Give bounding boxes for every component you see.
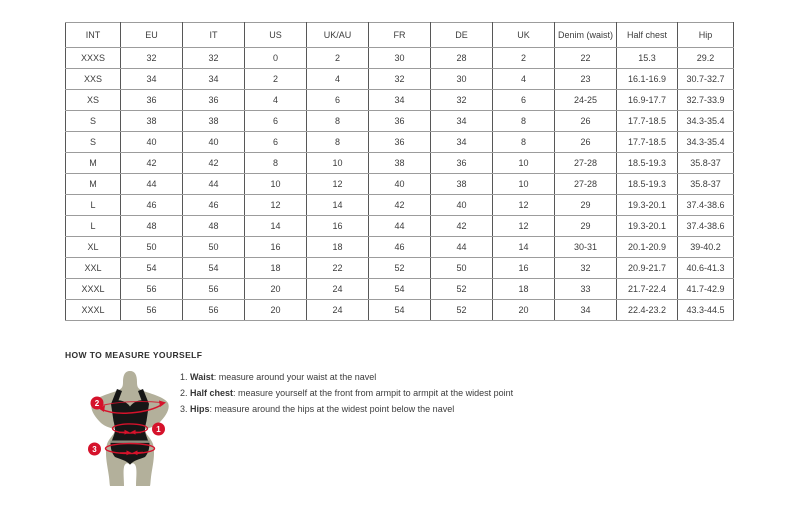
table-cell: 10 (493, 174, 555, 195)
column-header: IT (183, 23, 245, 48)
table-cell: 35.8-37 (678, 174, 734, 195)
table-cell: 36 (183, 90, 245, 111)
table-cell: 34 (431, 132, 493, 153)
step-number: 2. (180, 388, 188, 398)
table-cell: 6 (245, 111, 307, 132)
table-cell: 32 (431, 90, 493, 111)
table-cell: 2 (245, 69, 307, 90)
table-cell: 14 (307, 195, 369, 216)
table-cell: 10 (493, 153, 555, 174)
table-cell: 20 (245, 300, 307, 321)
step-label: Waist (190, 372, 214, 382)
column-header: INT (66, 23, 121, 48)
table-cell: 32 (369, 69, 431, 90)
table-cell: 27-28 (555, 153, 617, 174)
table-cell: 17.7-18.5 (617, 111, 678, 132)
table-cell: 8 (307, 132, 369, 153)
table-cell: 16.9-17.7 (617, 90, 678, 111)
table-cell: 40 (183, 132, 245, 153)
table-cell: 52 (431, 279, 493, 300)
svg-text:1: 1 (156, 425, 161, 434)
table-cell: 4 (493, 69, 555, 90)
table-row (66, 90, 734, 111)
briefs-waistband (111, 441, 150, 443)
table-cell: 46 (369, 237, 431, 258)
table-cell: 27-28 (555, 174, 617, 195)
table-cell: 22 (307, 258, 369, 279)
table-row (66, 153, 734, 174)
table-cell: 40.6-41.3 (678, 258, 734, 279)
table-row (66, 48, 734, 69)
svg-text:3: 3 (92, 445, 97, 454)
table-cell: 29.2 (678, 48, 734, 69)
table-cell: 54 (183, 258, 245, 279)
size-chart-table (65, 22, 734, 321)
table-cell: 29 (555, 195, 617, 216)
table-cell: 33 (555, 279, 617, 300)
column-header: US (245, 23, 307, 48)
table-cell: 43.3-44.5 (678, 300, 734, 321)
table-cell: 50 (431, 258, 493, 279)
column-header: Half chest (617, 23, 678, 48)
table-cell: 42 (431, 216, 493, 237)
table-cell: XS (66, 90, 121, 111)
table-cell: 18.5-19.3 (617, 153, 678, 174)
table-cell: 4 (307, 69, 369, 90)
table-cell: 29 (555, 216, 617, 237)
table-row (66, 237, 734, 258)
table-cell: 2 (307, 48, 369, 69)
step-number: 3. (180, 404, 188, 414)
table-cell: 12 (493, 195, 555, 216)
table-cell: 41.7-42.9 (678, 279, 734, 300)
table-cell: 30 (369, 48, 431, 69)
step-label: Half chest (190, 388, 234, 398)
table-cell: 16 (245, 237, 307, 258)
table-cell: 35.8-37 (678, 153, 734, 174)
table-cell: 56 (183, 279, 245, 300)
table-row (66, 174, 734, 195)
table-row (66, 300, 734, 321)
table-cell: 6 (245, 132, 307, 153)
step-number: 1. (180, 372, 188, 382)
table-cell: 10 (307, 153, 369, 174)
mannequin-illustration (85, 369, 180, 489)
table-row (66, 132, 734, 153)
table-cell: L (66, 195, 121, 216)
table-cell: 38 (121, 111, 183, 132)
table-cell: 56 (121, 300, 183, 321)
table-cell: 18.5-19.3 (617, 174, 678, 195)
column-header: UK (493, 23, 555, 48)
table-cell: 8 (307, 111, 369, 132)
table-row (66, 258, 734, 279)
table-cell: 32 (183, 48, 245, 69)
table-cell: 24 (307, 279, 369, 300)
table-cell: 36 (369, 111, 431, 132)
measure-step-half-chest (180, 388, 513, 398)
table-cell: 37.4-38.6 (678, 195, 734, 216)
table-cell: XXXL (66, 300, 121, 321)
table-cell: 16 (307, 216, 369, 237)
table-cell: 24-25 (555, 90, 617, 111)
svg-text:2: 2 (94, 399, 100, 408)
table-cell: 42 (183, 153, 245, 174)
step-label: Hips (190, 404, 210, 414)
table-cell: 48 (183, 216, 245, 237)
table-cell: 54 (369, 279, 431, 300)
table-cell: 16 (493, 258, 555, 279)
table-row (66, 111, 734, 132)
column-header: FR (369, 23, 431, 48)
table-cell: 50 (183, 237, 245, 258)
table-cell: 40 (121, 132, 183, 153)
column-header: Denim (waist) (555, 23, 617, 48)
table-cell: 6 (493, 90, 555, 111)
table-header-row (66, 23, 734, 48)
table-cell: 52 (431, 300, 493, 321)
table-cell: 20 (245, 279, 307, 300)
measure-step-waist (180, 372, 513, 382)
table-cell: 40 (369, 174, 431, 195)
table-cell: 21.7-22.4 (617, 279, 678, 300)
table-cell: 38 (183, 111, 245, 132)
table-cell: 15.3 (617, 48, 678, 69)
table-cell: 46 (183, 195, 245, 216)
table-cell: 32.7-33.9 (678, 90, 734, 111)
marker-badge-hips (88, 443, 101, 456)
table-cell: 34 (369, 90, 431, 111)
table-cell: 26 (555, 132, 617, 153)
table-cell: 38 (431, 174, 493, 195)
table-cell: 2 (493, 48, 555, 69)
table-cell: 18 (493, 279, 555, 300)
table-cell: 24 (307, 300, 369, 321)
table-row (66, 279, 734, 300)
table-cell: 12 (493, 216, 555, 237)
table-cell: XXXL (66, 279, 121, 300)
table-cell: 54 (121, 258, 183, 279)
table-cell: 36 (121, 90, 183, 111)
table-cell: 22 (555, 48, 617, 69)
table-cell: S (66, 111, 121, 132)
table-cell: 44 (431, 237, 493, 258)
table-cell: S (66, 132, 121, 153)
table-cell: 39-40.2 (678, 237, 734, 258)
table-cell: 8 (493, 132, 555, 153)
table-cell: 48 (121, 216, 183, 237)
table-cell: 14 (245, 216, 307, 237)
table-cell: L (66, 216, 121, 237)
table-cell: 44 (369, 216, 431, 237)
table-cell: 40 (431, 195, 493, 216)
table-cell: 52 (369, 258, 431, 279)
table-cell: 56 (183, 300, 245, 321)
table-cell: M (66, 174, 121, 195)
table-cell: 20.9-21.7 (617, 258, 678, 279)
marker-badge-waist (152, 423, 165, 436)
table-cell: XXS (66, 69, 121, 90)
table-cell: 56 (121, 279, 183, 300)
column-header: Hip (678, 23, 734, 48)
measure-steps-list (180, 372, 513, 420)
table-cell: 26 (555, 111, 617, 132)
table-cell: 30-31 (555, 237, 617, 258)
size-table-body (66, 48, 734, 321)
table-cell: M (66, 153, 121, 174)
table-cell: 32 (555, 258, 617, 279)
table-cell: XXL (66, 258, 121, 279)
table-row (66, 216, 734, 237)
table-cell: 20 (493, 300, 555, 321)
table-cell: 54 (369, 300, 431, 321)
table-cell: 42 (369, 195, 431, 216)
table-cell: 44 (121, 174, 183, 195)
table-cell: XL (66, 237, 121, 258)
table-cell: 12 (307, 174, 369, 195)
table-cell: 4 (245, 90, 307, 111)
table-cell: 34 (555, 300, 617, 321)
table-cell: 42 (121, 153, 183, 174)
table-cell: 38 (369, 153, 431, 174)
step-text: : measure around your waist at the navel (213, 372, 377, 382)
table-cell: 34 (121, 69, 183, 90)
step-text: : measure yourself at the front from armpit to armpit at the widest point (233, 388, 514, 398)
table-row (66, 195, 734, 216)
column-header: DE (431, 23, 493, 48)
table-cell: 34 (431, 111, 493, 132)
measure-step-hips (180, 404, 513, 414)
table-cell: 16.1-16.9 (617, 69, 678, 90)
table-cell: 28 (431, 48, 493, 69)
table-cell: 18 (245, 258, 307, 279)
table-cell: 36 (369, 132, 431, 153)
measurement-figure (85, 369, 180, 489)
table-cell: 30.7-32.7 (678, 69, 734, 90)
size-table-head (66, 23, 734, 48)
table-cell: 19.3-20.1 (617, 195, 678, 216)
table-cell: 0 (245, 48, 307, 69)
table-cell: 37.4-38.6 (678, 216, 734, 237)
table-cell: 22.4-23.2 (617, 300, 678, 321)
table-cell: 50 (121, 237, 183, 258)
table-cell: 36 (431, 153, 493, 174)
table-cell: 20.1-20.9 (617, 237, 678, 258)
table-cell: 32 (121, 48, 183, 69)
table-cell: 12 (245, 195, 307, 216)
table-cell: 8 (493, 111, 555, 132)
column-header: EU (121, 23, 183, 48)
table-cell: 30 (431, 69, 493, 90)
table-row (66, 69, 734, 90)
table-cell: XXXS (66, 48, 121, 69)
table-cell: 14 (493, 237, 555, 258)
table-cell: 34 (183, 69, 245, 90)
table-cell: 23 (555, 69, 617, 90)
table-cell: 6 (307, 90, 369, 111)
table-cell: 34.3-35.4 (678, 132, 734, 153)
step-text: : measure around the hips at the widest point below the navel (209, 404, 455, 414)
table-cell: 17.7-18.5 (617, 132, 678, 153)
table-cell: 8 (245, 153, 307, 174)
table-cell: 18 (307, 237, 369, 258)
table-cell: 34.3-35.4 (678, 111, 734, 132)
column-header: UK/AU (307, 23, 369, 48)
table-cell: 46 (121, 195, 183, 216)
table-cell: 10 (245, 174, 307, 195)
table-cell: 44 (183, 174, 245, 195)
how-to-measure-title: HOW TO MEASURE YOURSELF (65, 350, 203, 360)
table-cell: 19.3-20.1 (617, 216, 678, 237)
marker-badge-chest (91, 397, 104, 410)
